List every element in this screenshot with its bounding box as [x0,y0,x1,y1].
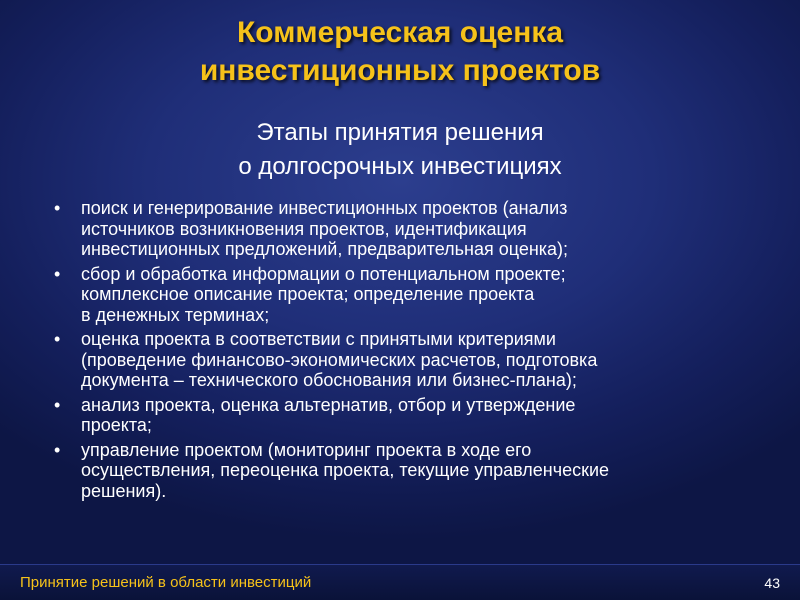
bullet-text: поиск и генерирование инвестиционных проектов (анализ источников возникновения проектов, идентификация инвестиционных предложений, предварительная оценка); [81,198,569,259]
slide-title [0,14,800,90]
subtitle-line-2: о долгосрочных инвестициях [238,153,562,180]
bullet-text: анализ проекта, оценка альтернатив, отбор и утверждение проекта; [81,394,576,435]
bullet-item [54,395,754,436]
title-line-2: инвестиционных проектов [199,54,601,87]
bullet-dot: • [54,394,61,415]
bullet-text: управление проектом (мониторинг проекта в ходе его осуществления, переоценка проекта, текущие управленческие решения). [81,439,610,501]
bullet-item [54,329,754,391]
subtitle-line-1: Этапы принятия решения [256,119,544,146]
footer-caption: Принятие решений в области инвестиций [20,574,312,591]
bullet-list [54,198,754,505]
bullet-item [54,264,754,326]
title-line-1: Коммерческая оценка [236,16,564,49]
bullet-dot: • [54,329,61,349]
bullet-dot: • [54,439,61,460]
footer-bar [0,564,800,600]
bullet-dot: • [54,263,61,284]
bullet-text: сбор и обработка информации о потенциальном проекте; комплексное описание проекта; определение проекта в денежных терминах; [81,263,566,325]
slide-subtitle [0,116,800,184]
page-number: 43 [764,575,780,591]
bullet-text: оценка проекта в соответствии с принятыми критериями (проведение финансово-экономических расчетов, подготовка документа – технического обоснования или бизнес-плана); [81,329,598,390]
bullet-item [54,198,754,260]
bullet-dot: • [54,198,61,218]
bullet-item [54,440,754,502]
